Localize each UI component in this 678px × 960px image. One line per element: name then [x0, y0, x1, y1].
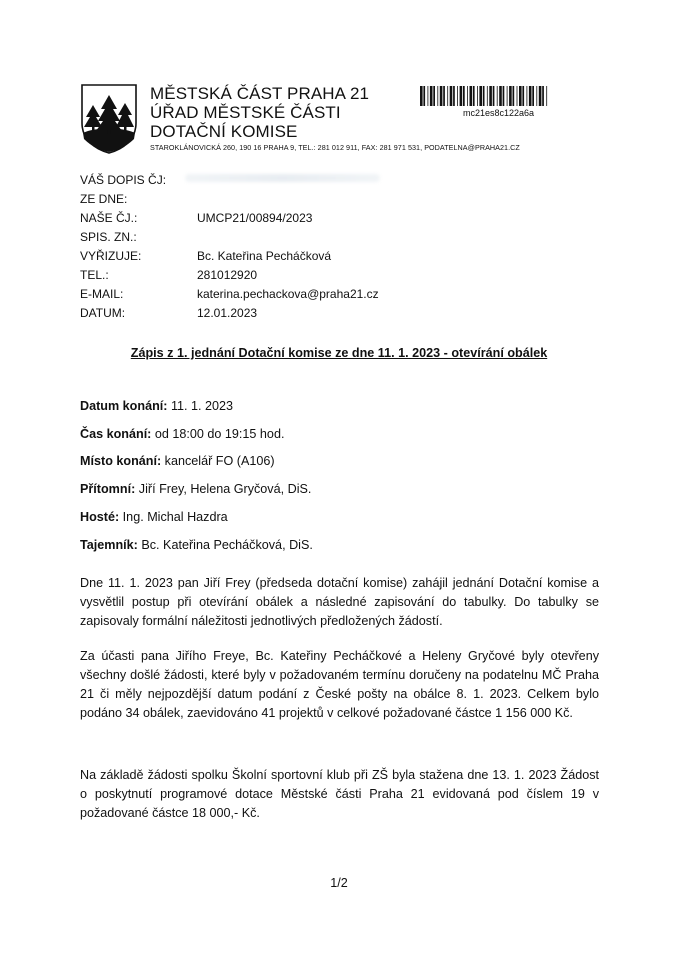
barcode-bar	[440, 86, 443, 106]
barcode-bar	[443, 86, 445, 106]
page-number: 1/2	[330, 876, 348, 890]
meta-row	[80, 266, 379, 285]
org-line-1: MĚSTSKÁ ČÁST PRAHA 21	[150, 84, 370, 103]
field-label: Přítomní:	[80, 482, 136, 496]
field-pritomni	[80, 482, 311, 496]
barcode-bar	[470, 86, 473, 106]
field-label: Hosté:	[80, 510, 120, 524]
field-cas-konani	[80, 427, 284, 441]
meta-row	[80, 228, 379, 247]
meta-value: katerina.pechackova@praha21.cz	[197, 287, 379, 301]
barcode-bar	[529, 86, 532, 106]
paragraph-3: Na základě žádosti spolku Školní sportovní klub při ZŠ byla stažena dne 13. 1. 2023 Žádost o poskytnutí programové dotace Městské části Praha 21 evidovaná pod číslem 19 v požadované částce 18 000,- Kč.	[80, 768, 599, 820]
barcode-bar	[507, 86, 508, 106]
field-datum-konani	[80, 399, 233, 413]
barcode-bar	[527, 86, 528, 106]
meta-value: 12.01.2023	[197, 306, 258, 320]
field-label: Čas konání:	[80, 427, 152, 441]
coat-of-arms-logo	[80, 83, 138, 155]
meta-value: 281012920	[197, 268, 258, 282]
field-value: Bc. Kateřina Pecháčková, DiS.	[137, 538, 313, 552]
meta-row	[80, 209, 379, 228]
field-tajemnik	[80, 538, 313, 552]
barcode-bar	[493, 86, 495, 106]
meta-row	[80, 285, 379, 304]
barcode-bar	[460, 86, 463, 106]
meta-label: VÁŠ DOPIS ČJ:	[80, 173, 167, 187]
meta-value: UMCP21/00894/2023	[197, 211, 313, 225]
org-line-3: DOTAČNÍ KOMISE	[150, 122, 298, 141]
barcode-bar	[513, 86, 515, 106]
barcode-bar	[487, 86, 488, 106]
barcode-bar	[536, 86, 537, 106]
org-line-2: ÚŘAD MĚSTSKÉ ČÁSTI	[150, 103, 341, 122]
barcode-bar	[497, 86, 498, 106]
field-value: kancelář FO (A106)	[161, 454, 275, 468]
organization-address: STAROKLÁNOVICKÁ 260, 190 16 PRAHA 9, TEL.: 281 012 911, FAX: 281 971 531, PODATELNA@PRAHA21.CZ	[150, 143, 520, 152]
barcode-bar	[542, 86, 544, 106]
barcode-bar	[433, 86, 435, 106]
field-label: Tajemník:	[80, 538, 138, 552]
barcode-bar	[546, 86, 547, 106]
barcode-bar	[522, 86, 524, 106]
barcode-bar	[447, 86, 448, 106]
barcode-bar	[423, 86, 425, 106]
barcode-bar	[453, 86, 455, 106]
barcode-bar	[450, 86, 453, 106]
meta-row	[80, 190, 379, 209]
barcode-bar	[503, 86, 505, 106]
meta-label: VYŘIZUJE:	[80, 249, 142, 263]
barcode-bar	[479, 86, 482, 106]
barcode-bar	[437, 86, 438, 106]
meta-label: TEL.:	[80, 268, 109, 282]
meta-value: Bc. Kateřina Pecháčková	[197, 249, 332, 263]
barcode-bar	[428, 86, 429, 106]
barcode-bar	[517, 86, 518, 106]
barcode-bar	[519, 86, 522, 106]
field-value: od 18:00 do 19:15 hod.	[151, 427, 285, 441]
meta-label: SPIS. ZN.:	[80, 230, 137, 244]
meta-row	[80, 304, 379, 323]
paragraph-1: Dne 11. 1. 2023 pan Jiří Frey (předseda dotační komise) zahájil jednání Dotační komise a vysvětlil postup při otevírání obálek a následné zapisování do tabulky. Do tabulky se zapisovaly formální náležitosti jednotlivých předložených žádostí.	[80, 576, 599, 628]
barcode-id: mc21es8c122a6a	[463, 108, 535, 118]
meta-label: DATUM:	[80, 306, 126, 320]
meta-label: E-MAIL:	[80, 287, 124, 301]
field-value: Ing. Michal Hazdra	[119, 510, 228, 524]
barcode-bar	[457, 86, 458, 106]
barcode-bar	[430, 86, 433, 106]
document-metadata	[80, 171, 379, 323]
barcode-bar	[532, 86, 534, 106]
meta-label: ZE DNE:	[80, 192, 128, 206]
field-hoste	[80, 510, 228, 524]
field-misto-konani	[80, 454, 275, 468]
meta-row	[80, 171, 379, 190]
barcode-bar	[463, 86, 465, 106]
barcode-bar	[483, 86, 485, 106]
barcode-bar	[509, 86, 512, 106]
organization-name	[150, 84, 369, 141]
paragraph-2: Za účasti pana Jiřího Freye, Bc. Kateřiny Pecháčkové a Heleny Gryčové byly otevřeny všechny došlé žádosti, které byly v požadovaném termínu doručeny na podatelnu MČ Praha 21 či měly nejpozdější datum podání z České pošty na obálce 8. 1. 2023. Celkem bylo podáno 34 obálek, zaevidováno 41 projektů v celkové požadované částce 1 156 000 Kč.	[80, 649, 599, 720]
barcode-bar	[477, 86, 478, 106]
barcode-bar	[499, 86, 502, 106]
document-title: Zápis z 1. jednání Dotační komise ze dne 11. 1. 2023 - otevírání obálek	[130, 346, 548, 360]
meta-row	[80, 247, 379, 266]
barcode	[420, 86, 550, 106]
field-label: Datum konání:	[80, 399, 168, 413]
barcode-bar	[489, 86, 492, 106]
field-value: Jiří Frey, Helena Gryčová, DiS.	[135, 482, 312, 496]
barcode-bar	[539, 86, 542, 106]
field-label: Místo konání:	[80, 454, 162, 468]
barcode-bar	[467, 86, 468, 106]
field-value: 11. 1. 2023	[167, 399, 234, 413]
meta-label: NAŠE ČJ.:	[80, 211, 138, 225]
barcode-bar	[473, 86, 475, 106]
barcode-bar	[420, 86, 423, 106]
